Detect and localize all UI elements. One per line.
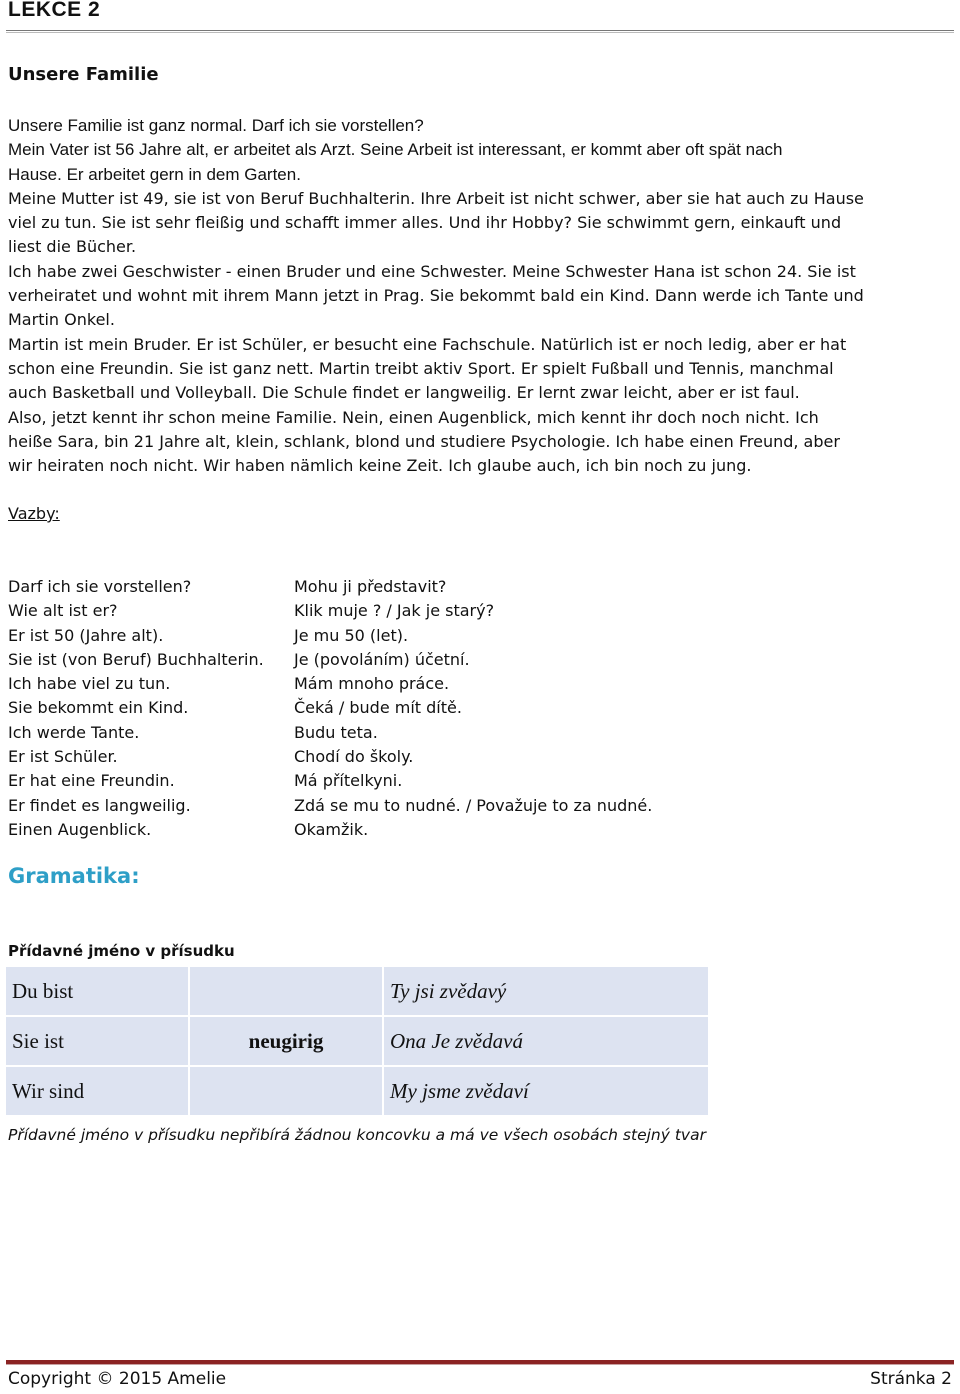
phrase-row xyxy=(8,721,808,745)
table-row xyxy=(6,1017,708,1065)
story-line: Mein Vater ist 56 Jahre alt, er arbeitet als Arzt. Seine Arbeit ist interessant, er kommt aber oft spät nach xyxy=(8,140,783,160)
grammar-subheading: Přídavné jméno v přísudku xyxy=(8,942,235,960)
phrase-czech: Mohu ji představit? xyxy=(294,577,447,596)
table-cell-subject: Wir sind xyxy=(6,1067,188,1115)
phrase-list xyxy=(8,575,808,842)
phrase-czech: Je (povoláním) účetní. xyxy=(294,649,470,669)
story-line: Meine Mutter ist 49, sie ist von Beruf Buchhalterin. Ihre Arbeit ist nicht schwer, aber sie hat auch zu Hause xyxy=(8,188,864,208)
header-divider xyxy=(6,30,954,33)
phrase-czech: Budu teta. xyxy=(294,722,378,742)
phrase-german: Er hat eine Freundin. xyxy=(8,771,175,791)
table-cell-adjective: neugirig xyxy=(190,1017,382,1065)
story-line: heiße Sara, bin 21 Jahre alt, klein, schlank, blond und studiere Psychologie. Ich habe einen Freund, aber xyxy=(8,431,840,451)
phrase-row xyxy=(8,696,808,720)
story-line: auch Basketball und Volleyball. Die Schule findet er langweilig. Er lernt zwar leicht, aber er ist faul. xyxy=(8,383,800,403)
phrase-german: Er ist Schüler. xyxy=(8,747,118,767)
phrase-row xyxy=(8,599,808,623)
phrase-row xyxy=(8,794,808,818)
story-text xyxy=(8,114,948,478)
phrase-german: Ich habe viel zu tun. xyxy=(8,674,171,694)
story-line: viel zu tun. Sie ist sehr fleißig und schafft immer alles. Und ihr Hobby? Sie schwimmt gern, einkauft und xyxy=(8,213,842,233)
footer-page-number: Stránka 2 xyxy=(870,1369,952,1389)
phrase-czech: Má přítelkyni. xyxy=(294,771,403,791)
footer-divider xyxy=(6,1360,954,1365)
story-line: Ich habe zwei Geschwister - einen Bruder und eine Schwester. Meine Schwester Hana ist schon 24. Sie ist xyxy=(8,261,856,281)
story-line: verheiratet und wohnt mit ihrem Mann jetzt in Prag. Sie bekommt bald ein Kind. Dann werde ich Tante und xyxy=(8,286,864,306)
phrase-row xyxy=(8,672,808,696)
grammar-heading: Gramatika: xyxy=(8,864,140,888)
story-line: Unsere Familie ist ganz normal. Darf ich sie vorstellen? xyxy=(8,116,424,135)
grammar-table xyxy=(4,965,710,1117)
table-cell-translation: My jsme zvědaví xyxy=(384,1067,708,1115)
grammar-note: Přídavné jméno v přísudku nepřibírá žádnou koncovku a má ve všech osobách stejný tvar xyxy=(8,1126,706,1144)
table-cell-translation: Ona Je zvědavá xyxy=(384,1017,708,1065)
story-line: Hause. Er arbeitet gern in dem Garten. xyxy=(8,164,301,184)
phrase-row xyxy=(8,818,808,842)
story-line: schon eine Freundin. Sie ist ganz nett. Martin treibt aktiv Sport. Er spielt Fußball und Tennis, manchmal xyxy=(8,358,834,378)
table-cell-adjective xyxy=(190,1067,382,1115)
table-cell-adjective xyxy=(190,967,382,1015)
story-line: wir heiraten noch nicht. Wir haben nämlich keine Zeit. Ich glaube auch, ich bin noch zu jung. xyxy=(8,456,752,476)
story-line: Martin Onkel. xyxy=(8,310,115,330)
lesson-title: LEKCE 2 xyxy=(8,0,101,21)
phrase-czech: Mám mnoho práce. xyxy=(294,674,450,694)
phrase-german: Er ist 50 (Jahre alt). xyxy=(8,625,164,645)
phrase-german: Sie ist (von Beruf) Buchhalterin. xyxy=(8,649,264,669)
phrase-german: Er findet es langweilig. xyxy=(8,795,191,815)
table-row xyxy=(6,967,708,1015)
phrase-czech: Je mu 50 (let). xyxy=(294,625,409,645)
story-line: Also, jetzt kennt ihr schon meine Familie. Nein, einen Augenblick, mich kennt ihr doch noch nicht. Ich xyxy=(8,407,819,427)
phrase-czech: Čeká / bude mít dítě. xyxy=(294,698,462,718)
phrase-czech: Chodí do školy. xyxy=(294,747,414,767)
phrase-german: Sie bekommt ein Kind. xyxy=(8,698,189,718)
phrase-german: Wie alt ist er? xyxy=(8,601,118,621)
vazby-heading: Vazby: xyxy=(8,504,60,523)
phrase-row xyxy=(8,575,808,599)
phrase-row xyxy=(8,745,808,769)
story-line: Martin ist mein Bruder. Er ist Schüler, er besucht eine Fachschule. Natürlich ist er noch ledig, aber er hat xyxy=(8,334,847,354)
phrase-czech: Klik muje ? / Jak je starý? xyxy=(294,601,495,621)
phrase-german: Einen Augenblick. xyxy=(8,819,152,839)
phrase-row xyxy=(8,769,808,793)
phrase-german: Darf ich sie vorstellen? xyxy=(8,577,192,596)
phrase-row xyxy=(8,624,808,648)
phrase-czech: Zdá se mu to nudné. / Považuje to za nudné. xyxy=(294,795,653,815)
table-row xyxy=(6,1067,708,1115)
footer-copyright: Copyright © 2015 Amelie xyxy=(8,1369,227,1389)
phrase-czech: Okamžik. xyxy=(294,819,369,839)
table-cell-translation: Ty jsi zvědavý xyxy=(384,967,708,1015)
phrase-german: Ich werde Tante. xyxy=(8,722,140,742)
table-cell-subject: Du bist xyxy=(6,967,188,1015)
story-line: liest die Bücher. xyxy=(8,237,137,257)
table-cell-subject: Sie ist xyxy=(6,1017,188,1065)
section-heading: Unsere Familie xyxy=(8,64,159,85)
phrase-row xyxy=(8,648,808,672)
